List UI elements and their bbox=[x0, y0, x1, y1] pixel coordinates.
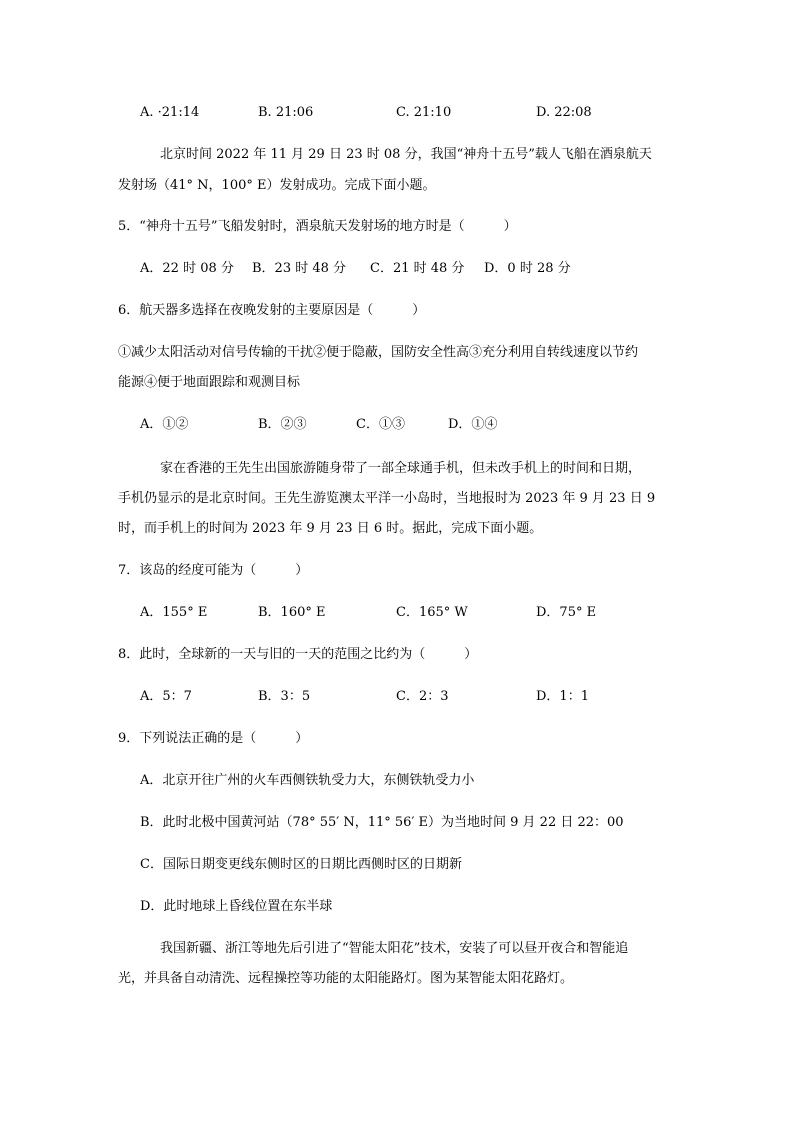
q7-option-b: B．160° E bbox=[258, 605, 326, 620]
q4-options bbox=[140, 104, 760, 122]
passage1-line-2: 发射场（41° N，100° E）发射成功。完成下面小题。 bbox=[118, 178, 436, 193]
q9-stem: 9．下列说法正确的是（ ） bbox=[118, 731, 309, 746]
q9-option-b: B．此时北极中国黄河站（78° 55′ N，11° 56′ E）为当地时间 9 月 22 日 22：00 bbox=[140, 815, 624, 830]
q6-option-b: B．②③ bbox=[258, 417, 307, 432]
q5-option-c: C．21 时 48 分 bbox=[370, 261, 465, 276]
q4-option-b: B. 21:06 bbox=[258, 105, 314, 120]
q7-option-d: D．75° E bbox=[536, 605, 597, 620]
passage2-line-1: 家在香港的王先生出国旅游随身带了一部全球通手机，但未改手机上的时间和日期， bbox=[160, 461, 642, 476]
q7-option-a: A．155° E bbox=[140, 605, 208, 620]
q9-option-c: C．国际日期变更线东侧时区的日期比西侧时区的日期新 bbox=[140, 857, 462, 872]
q8-option-b: B．3：5 bbox=[258, 689, 311, 704]
q5-stem: 5．“神舟十五号”飞船发射时，酒泉航天发射场的地方时是（ ） bbox=[118, 219, 517, 234]
q8-options bbox=[140, 688, 760, 706]
q4-option-d: D. 22:08 bbox=[536, 105, 592, 120]
q8-option-d: D．1：1 bbox=[536, 689, 589, 704]
q7-option-c: C．165° W bbox=[396, 605, 468, 620]
passage2-line-3: 时，而手机上的时间为 2023 年 9 月 23 日 6 时。据此，完成下面小题。 bbox=[118, 521, 543, 536]
q6-option-c: C．①③ bbox=[356, 417, 405, 432]
q9-option-d: D．此时地球上昏线位置在东半球 bbox=[140, 899, 333, 914]
q5-option-d: D．0 时 28 分 bbox=[484, 261, 571, 276]
q8-stem: 8．此时，全球新的一天与旧的一天的范围之比约为（ ） bbox=[118, 647, 478, 662]
q7-options bbox=[140, 604, 760, 622]
q9-option-a: A．北京开往广州的火车西侧铁轨受力大，东侧铁轨受力小 bbox=[140, 773, 475, 788]
q7-stem: 7．该岛的经度可能为（ ） bbox=[118, 563, 309, 578]
q8-option-a: A．5：7 bbox=[140, 689, 192, 704]
q4-option-a: A. ·21:14 bbox=[140, 105, 200, 120]
passage3-line-1: 我国新疆、浙江等地先后引进了“智能太阳花”技术，安装了可以昼开夜合和智能追 bbox=[160, 941, 629, 956]
passage1-line-1: 北京时间 2022 年 11 月 29 日 23 时 08 分，我国“神舟十五号”载人飞船在酒泉航天 bbox=[160, 147, 652, 162]
q5-option-b: B．23 时 48 分 bbox=[252, 261, 347, 276]
q6-options bbox=[140, 416, 760, 434]
q6-option-a: A．①② bbox=[140, 417, 189, 432]
q6-statements-line-1: ①减少太阳活动对信号传输的干扰②便于隐蔽，国防安全性高③充分利用自转线速度以节约 bbox=[118, 345, 639, 360]
q4-option-c: C. 21:10 bbox=[396, 105, 452, 120]
q6-stem: 6．航天器多选择在夜晚发射的主要原因是（ ） bbox=[118, 303, 426, 318]
passage2-line-2: 手机仍显示的是北京时间。王先生游览澳太平洋一小岛时，当地报时为 2023 年 9 月 23 日 9 bbox=[118, 491, 656, 506]
passage3-line-2: 光，并具备自动清洗、远程操控等功能的太阳能路灯。图为某智能太阳花路灯。 bbox=[118, 971, 574, 986]
q6-option-d: D．①④ bbox=[448, 417, 498, 432]
q8-option-c: C．2：3 bbox=[396, 689, 449, 704]
q5-option-a: A．22 时 08 分 bbox=[140, 261, 234, 276]
q5-options bbox=[140, 260, 760, 278]
q6-statements-line-2: 能源④便于地面跟踪和观测目标 bbox=[118, 375, 301, 390]
